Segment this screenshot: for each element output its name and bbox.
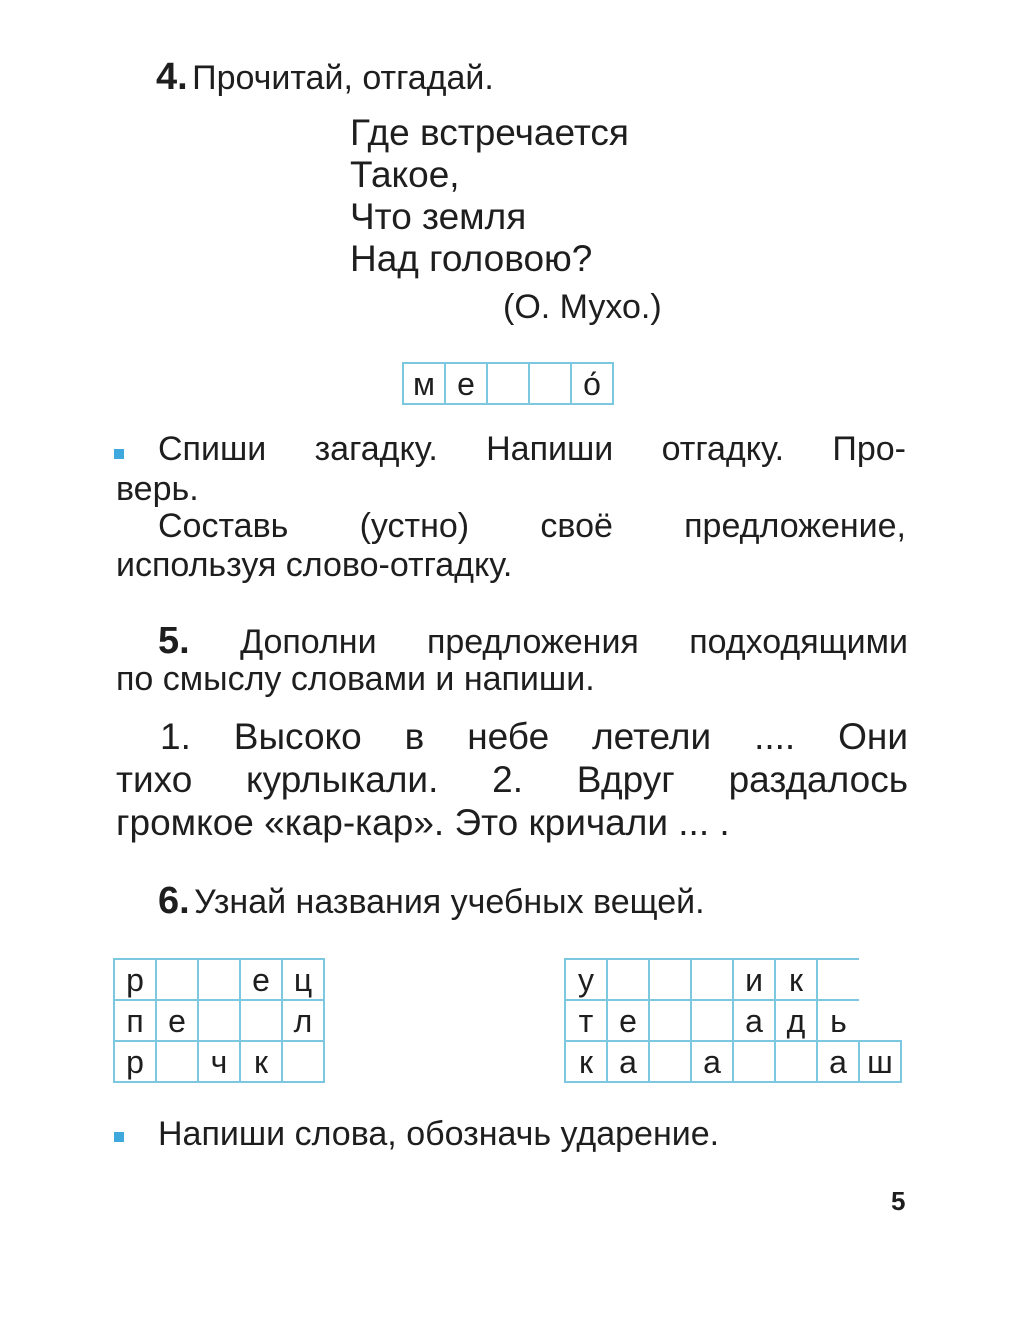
grid-cell: а [607, 1041, 649, 1082]
grid-cell: ш [859, 1041, 901, 1082]
grid-empty [859, 1000, 901, 1041]
answer-cell [487, 363, 529, 404]
grid-cell: е [240, 959, 282, 1000]
grid-cell [240, 1000, 282, 1041]
grid-cell [691, 959, 733, 1000]
poem-line: Над головою? [350, 238, 593, 279]
grid-cell [156, 1041, 198, 1082]
grid-cell: т [565, 1000, 607, 1041]
grid-cell: л [282, 1000, 324, 1041]
poem-author: (О. Мухо.) [503, 288, 662, 326]
answer-cell [529, 363, 571, 404]
task-5-sentence-line1: 1. Высоко в небе летели .... Они [160, 716, 908, 757]
poem-line: Такое, [350, 154, 460, 195]
grid-cell: а [691, 1041, 733, 1082]
answer-cell: о́ [571, 363, 613, 404]
answer-grid [402, 362, 614, 405]
task-4-title: Прочитай, отгадай. [192, 59, 494, 97]
task-4-instruction-line1: Спиши загадку. Напиши отгадку. Про- [158, 430, 906, 468]
task-4-number: 4. [156, 56, 188, 98]
grid-cell [282, 1041, 324, 1082]
task-4-instruction-line2: верь. [116, 470, 199, 508]
grid-cell [775, 1041, 817, 1082]
grid-cell [649, 1000, 691, 1041]
grid-cell: а [817, 1041, 859, 1082]
task-5-sentence-line3: громкое «кар-кар». Это кричали ... . [116, 802, 730, 843]
grid-cell: а [733, 1000, 775, 1041]
bullet-marker [114, 449, 124, 459]
grid-empty [859, 959, 901, 1000]
word-grid-left [113, 958, 325, 1083]
grid-cell [198, 959, 240, 1000]
grid-cell [649, 959, 691, 1000]
grid-cell: р [114, 959, 156, 1000]
word-grid-right [564, 958, 902, 1083]
task-4-header [156, 56, 494, 99]
task-6-title: Узнай названия учебных вещей. [194, 883, 705, 921]
grid-cell [649, 1041, 691, 1082]
task-5-header [158, 620, 908, 663]
grid-cell: у [565, 959, 607, 1000]
grid-cell [198, 1000, 240, 1041]
grid-cell: к [240, 1041, 282, 1082]
task-4-instruction-line3: Составь (устно) своё предложение, [158, 507, 906, 545]
task-5-title-line1: Дополни предложения подходящими [240, 623, 908, 661]
grid-cell [817, 959, 859, 1000]
grid-cell: п [114, 1000, 156, 1041]
poem-line: Что земля [350, 196, 527, 237]
grid-cell: ц [282, 959, 324, 1000]
grid-cell: д [775, 1000, 817, 1041]
task-5-sentence-line2: тихо курлыкали. 2. Вдруг раздалось [116, 759, 908, 800]
grid-cell: р [114, 1041, 156, 1082]
answer-cell: м [403, 363, 445, 404]
grid-cell [691, 1000, 733, 1041]
grid-cell [733, 1041, 775, 1082]
grid-cell: е [607, 1000, 649, 1041]
grid-cell: к [775, 959, 817, 1000]
grid-cell: ч [198, 1041, 240, 1082]
grid-cell [607, 959, 649, 1000]
grid-cell: и [733, 959, 775, 1000]
poem-line: Где встречается [350, 112, 629, 153]
riddle-poem [350, 112, 629, 280]
answer-cell: е [445, 363, 487, 404]
task-6-number: 6. [158, 880, 190, 922]
grid-cell: е [156, 1000, 198, 1041]
task-5-title-line2: по смыслу словами и напиши. [116, 660, 595, 698]
task-6-header [158, 880, 705, 923]
grid-cell: ь [817, 1000, 859, 1041]
task-4-instruction-line4: используя слово-отгадку. [116, 546, 513, 584]
grid-cell: к [565, 1041, 607, 1082]
bullet-marker [114, 1132, 124, 1142]
grid-cell [156, 959, 198, 1000]
page-number: 5 [891, 1186, 906, 1216]
task-6-instruction: Напиши слова, обозначь ударение. [158, 1115, 720, 1153]
task-5-number: 5. [158, 620, 190, 662]
